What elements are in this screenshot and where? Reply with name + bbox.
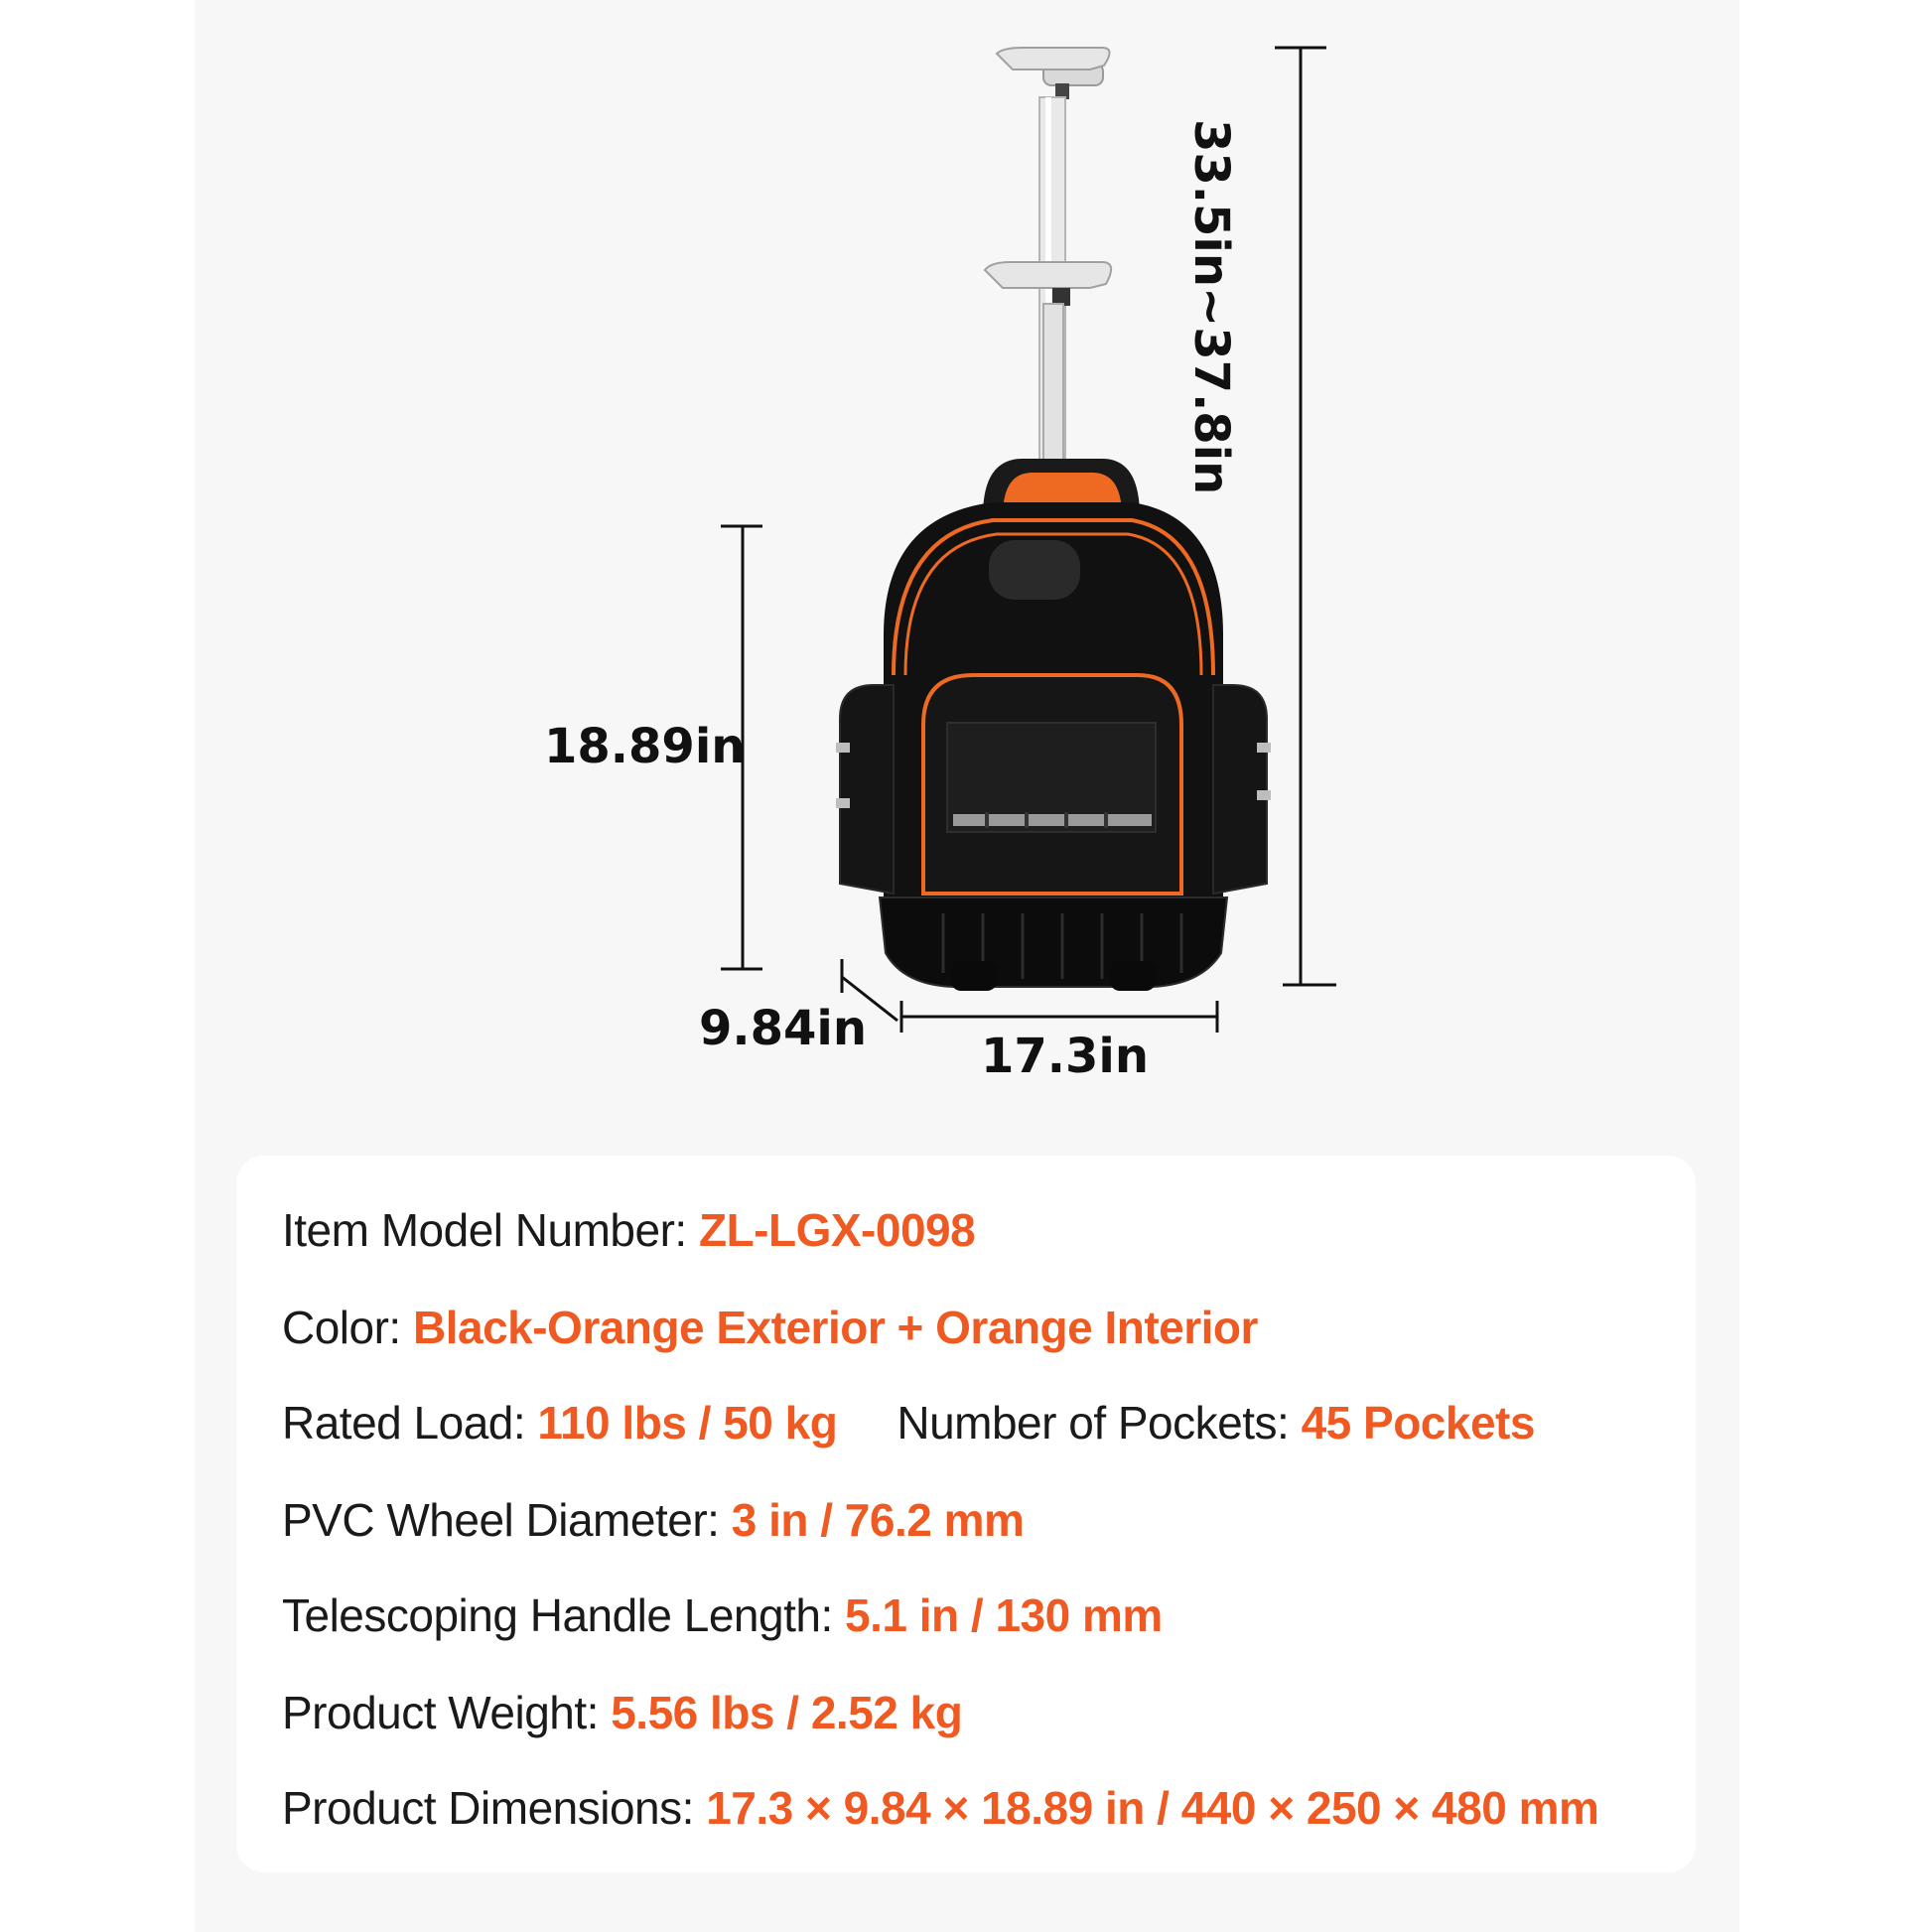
spec-model-value: ZL-LGX-0098 <box>698 1204 976 1256</box>
right-wheel <box>1110 961 1156 991</box>
spec-dims-row <box>282 1781 1598 1835</box>
spec-wheel-value: 3 in / 76.2 mm <box>731 1494 1025 1546</box>
spec-color-value: Black-Orange Exterior + Orange Interior <box>412 1302 1258 1353</box>
spec-color-label: Color: <box>282 1302 413 1353</box>
spec-weight-row <box>282 1686 962 1739</box>
width-label: 17.3in <box>981 1029 1150 1084</box>
spec-handle-value: 5.1 in / 130 mm <box>845 1589 1163 1641</box>
left-wheel <box>951 961 997 991</box>
telescoping-handle <box>985 48 1111 514</box>
spec-pockets-value: 45 Pockets <box>1301 1397 1535 1449</box>
spec-model-row <box>282 1203 975 1257</box>
spec-load-value: 110 lbs / 50 kg <box>537 1397 838 1449</box>
spec-load-row <box>282 1396 1535 1449</box>
spec-color-row <box>282 1301 1258 1354</box>
spec-load-label: Rated Load: <box>282 1397 538 1449</box>
hard-base <box>880 897 1227 987</box>
depth-label: 9.84in <box>699 1001 868 1056</box>
spec-weight-label: Product Weight: <box>282 1687 612 1738</box>
spec-pockets-label: Number of Pockets: <box>897 1397 1302 1449</box>
right-side-pocket <box>1213 685 1267 894</box>
spec-handle-row <box>282 1588 1163 1642</box>
spec-card <box>236 1156 1696 1872</box>
spec-weight-value: 5.56 lbs / 2.52 kg <box>611 1687 963 1738</box>
spec-dims-value: 17.3 × 9.84 × 18.89 in / 440 × 250 × 480 mm <box>706 1782 1599 1834</box>
body-height-label: 18.89in <box>544 719 746 774</box>
spec-wheel-row <box>282 1493 1024 1547</box>
spec-handle-label: Telescoping Handle Length: <box>282 1589 846 1641</box>
spec-model-label: Item Model Number: <box>282 1204 699 1256</box>
handle-height-label: 33.5in~37.8in <box>1183 119 1239 495</box>
spec-wheel-label: PVC Wheel Diameter: <box>282 1494 732 1546</box>
spec-dims-label: Product Dimensions: <box>282 1782 707 1834</box>
left-side-pocket <box>840 685 894 894</box>
